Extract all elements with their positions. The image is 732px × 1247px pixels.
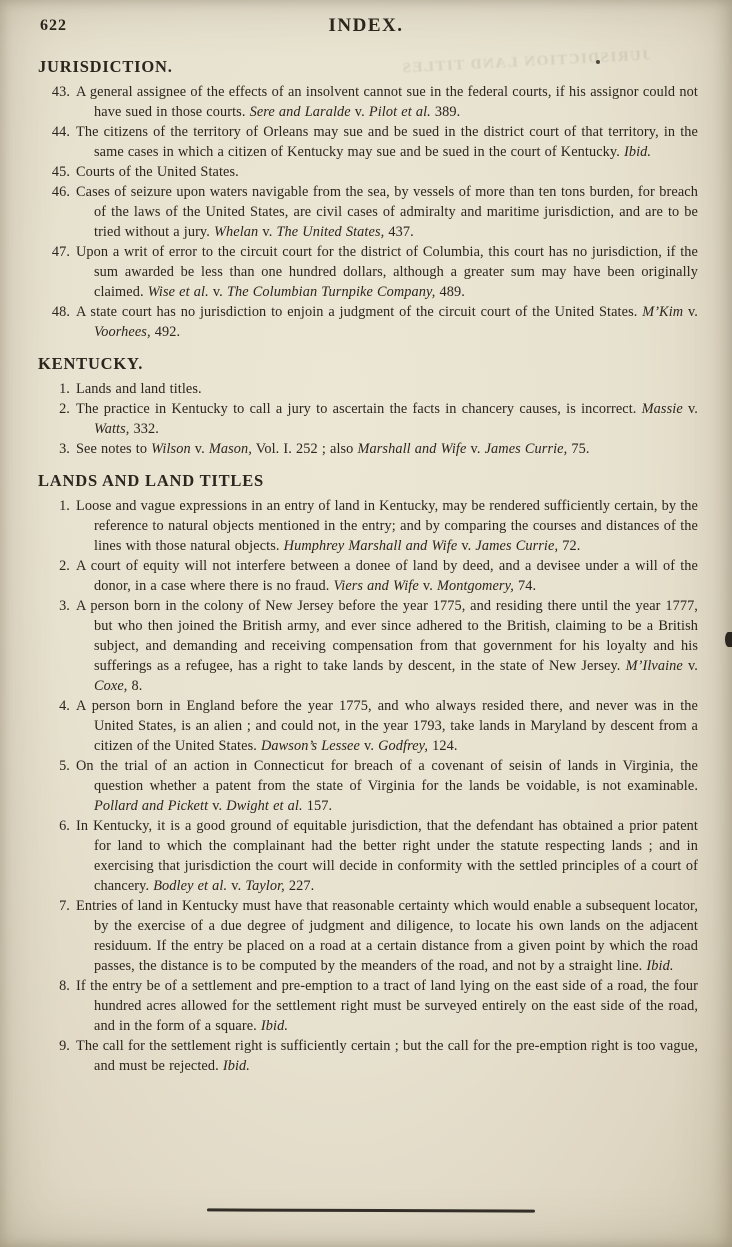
entry-text [76, 978, 698, 1034]
entry-body-text: 332. [129, 421, 159, 437]
entry-text [76, 124, 698, 160]
entry-number: 48. [51, 304, 70, 320]
scan-line-artifact [207, 1208, 535, 1212]
section-heading: KENTUCKY. [38, 354, 144, 373]
entry-number: 8. [59, 978, 70, 994]
entry-number: 2. [59, 558, 70, 574]
entry-body-text: Entries of land in Kentucky must have that reasonable certainty which would enable a subsequent locator, by the exercise of a due degree of judgment and diligence, to locate his own lands on the adjacent residuum. If the entry be placed on a road at a certain distance from a given point by which the road passes, the distance is to be computed by the meanders of the road, and not by a straight line. [76, 898, 698, 974]
entry-body-text: If the entry be of a settlement and pre-emption to a tract of land lying on the east side of a road, the four hundred acres allowed for the settlement right must be surveyed entirely on the east side of the road, and in the form of a square. [76, 978, 698, 1034]
entry-text [76, 244, 698, 300]
bleed-through-text: JURISDICTION LAND TITLES [400, 47, 651, 77]
entry-body-text: 492. [150, 324, 181, 340]
case-citation: Humphrey Marshall and Wife [283, 538, 458, 554]
entry-body-text: The call for the settlement right is sufficiently certain ; but the call for the pre-emption right is too vague, and must be rejected. [76, 1038, 698, 1074]
entry-body-text: v. [208, 284, 227, 300]
entry-text [76, 598, 698, 694]
entry-text [76, 758, 698, 814]
index-entry [46, 596, 698, 696]
index-entry [46, 496, 698, 556]
case-citation: Mason, [208, 441, 252, 457]
entry-body-text: 227. [284, 878, 315, 894]
entry-text [76, 1038, 698, 1074]
entry-text [76, 898, 698, 974]
entry-number: 4. [59, 698, 70, 714]
case-citation: Bodley et al. [153, 878, 228, 894]
entry-body-text: A person born in the colony of New Jersey before the year 1775, and residing there until the year 1777, but who then joined the British army, and ever since adhered to the British, claiming to be a British subject, and demanding and receiving compensation from that government for his loyalty and his sufferings as a refugee, has a right to take lands by descent, in the state of New Jersey. [76, 598, 698, 674]
case-citation: Ibid. [624, 144, 652, 160]
case-citation: Pollard and Pickett [94, 798, 209, 814]
entry-number: 3. [59, 598, 70, 614]
entry-number: 46. [51, 184, 70, 200]
entry-body-text: 72. [558, 538, 581, 554]
section-heading: LANDS AND LAND TITLES [38, 471, 265, 490]
entry-body-text: v. [258, 224, 277, 240]
entry-body-text: 74. [513, 578, 537, 594]
page-title: INDEX. [328, 15, 404, 36]
entry-text [76, 401, 698, 437]
case-citation: M’Kim [642, 304, 684, 320]
index-entry [46, 896, 698, 976]
index-section [38, 57, 698, 342]
index-entry [46, 399, 698, 439]
entry-number: 1. [59, 381, 70, 397]
entry-body-text: The practice in Kentucky to call a jury to ascertain the facts in chancery causes, is incorrect. [76, 401, 642, 417]
case-citation: Massie [641, 401, 683, 417]
entry-number: 44. [51, 124, 70, 140]
case-citation: Viers and Wife [333, 578, 419, 594]
entry-body-text: 437. [384, 224, 414, 240]
index-entry [46, 556, 698, 596]
entry-number: 9. [59, 1038, 70, 1054]
entry-body-text: 75. [567, 441, 590, 457]
section-heading: JURISDICTION. [38, 57, 173, 76]
index-section [38, 354, 698, 459]
case-citation: Wilson [151, 441, 191, 457]
index-section [38, 471, 698, 1076]
entry-body-text: In Kentucky, it is a good ground of equitable jurisdiction, that the defendant has obtained a prior patent for land to which the complainant had the better right under the statute respecting lands ; and in exercising that jurisdiction the court will decide in conformity with the settled principles of a court of chancery. [76, 818, 698, 894]
entry-body-text: v. [208, 798, 227, 814]
entry-number: 47. [51, 244, 70, 260]
index-sections [0, 45, 732, 1076]
entry-body-text: Vol. I. 252 ; also [251, 441, 358, 457]
entry-body-text: v. [359, 738, 379, 754]
index-entry [46, 756, 698, 816]
entry-body-text: v. [418, 578, 437, 594]
entry-number: 7. [59, 898, 70, 914]
page-header [0, 0, 732, 45]
entry-body-text: Upon a writ of error to the circuit court for the district of Columbia, this court has no jurisdiction, if the sum awarded be less than one hundred dollars, although a greater sum may have been originally claimed. [76, 244, 698, 300]
entry-body-text: 389. [430, 104, 461, 120]
entry-body-text: v. [350, 104, 369, 120]
case-citation: M’Ilvaine [625, 658, 683, 674]
index-entry [46, 816, 698, 896]
entry-number: 45. [51, 164, 70, 180]
entry-text [76, 304, 698, 340]
case-citation: James Currie, [484, 441, 568, 457]
case-citation: Ibid. [222, 1058, 250, 1074]
index-entry [46, 302, 698, 342]
case-citation: Ibid. [646, 958, 674, 974]
speck-artifact [596, 60, 600, 64]
case-citation: The Columbian Turnpike Company, [226, 284, 436, 300]
entry-body-text: A court of equity will not interfere between a donee of land by deed, and a devisee under a will of the donor, in a case where there is no fraud. [76, 558, 698, 594]
entry-body-text: 8. [127, 678, 143, 694]
case-citation: Whelan [214, 224, 259, 240]
index-entry [46, 976, 698, 1036]
entry-number: 2. [59, 401, 70, 417]
entry-body-text: v. [227, 878, 246, 894]
entry-text [76, 184, 698, 240]
entry-body-text: Loose and vague expressions in an entry of land in Kentucky, may be rendered sufficiently certain, by the reference to natural objects mentioned in the entry; and by comparing the courses and distances of the lines with those natural objects. [76, 498, 698, 554]
index-entry [46, 122, 698, 162]
case-citation: Coxe, [94, 678, 128, 694]
case-citation: Sere and Laralde [249, 104, 351, 120]
entry-text [76, 84, 698, 120]
entry-body-text: Lands and land titles. [76, 381, 202, 397]
entry-body-text: 489. [435, 284, 465, 300]
index-entry [46, 439, 698, 459]
entry-number: 3. [59, 441, 70, 457]
entry-body-text: See notes to [76, 441, 152, 457]
index-entry [46, 242, 698, 302]
entry-text [76, 164, 239, 180]
case-citation: Voorhees, [94, 324, 151, 340]
index-entry [46, 82, 698, 122]
ink-spot-artifact [725, 632, 732, 647]
case-citation: Wise et al. [147, 284, 209, 300]
entry-number: 5. [59, 758, 70, 774]
entry-body-text: A person born in England before the year 1775, and who always resided there, and never was in the United States, is an alien ; and could not, in the year 1793, take lands in Maryland by descent from a citizen of the United States. [76, 698, 698, 754]
entry-body-text: Cases of seizure upon waters navigable from the sea, by vessels of more than ten tons burden, for breach of the laws of the United States, are civil cases of admiralty and maritime jurisdiction, and are to be tried without a jury. [76, 184, 698, 240]
case-citation: Pilot et al. [368, 104, 431, 120]
entry-body-text: Courts of the United States. [76, 164, 239, 180]
entry-body-text: v. [683, 304, 698, 320]
case-citation: Godfrey, [378, 738, 429, 754]
entry-body-text: On the trial of an action in Connecticut for breach of a covenant of seisin of lands in Virginia, the question whether a patent from the state of Virginia for the lands be voidable, is not examinable. [76, 758, 698, 794]
entry-body-text: 157. [302, 798, 333, 814]
entry-body-text: A general assignee of the effects of an insolvent cannot sue in the federal courts, if his assignor could not have sued in those courts. [76, 84, 698, 120]
case-citation: Watts, [94, 421, 130, 437]
case-citation: Dwight et al. [226, 798, 303, 814]
entry-body-text: v. [682, 658, 698, 674]
index-entry [46, 379, 698, 399]
index-entry [46, 696, 698, 756]
entry-text [76, 441, 590, 457]
index-entry [46, 182, 698, 242]
entry-body-text: v. [190, 441, 209, 457]
entry-text [76, 818, 698, 894]
case-citation: Taylor, [245, 878, 285, 894]
entry-body-text: The citizens of the territory of Orleans may sue and be sued in the district court of that territory, in the same cases in which a citizen of Kentucky may sue and be sued in the court of Kentucky. [76, 124, 698, 160]
entry-text [76, 498, 698, 554]
entry-body-text: v. [466, 441, 485, 457]
case-citation: Dawson’s Lessee [261, 738, 360, 754]
entry-text [76, 558, 698, 594]
entry-number: 1. [59, 498, 70, 514]
entry-text [76, 381, 202, 397]
index-entry [46, 162, 698, 182]
entry-number: 43. [51, 84, 70, 100]
case-citation: The United States, [276, 224, 385, 240]
index-entry [46, 1036, 698, 1076]
case-citation: Marshall and Wife [357, 441, 467, 457]
entry-body-text: 124. [428, 738, 458, 754]
case-citation: James Currie, [475, 538, 559, 554]
entry-text [76, 698, 698, 754]
case-citation: Ibid. [260, 1018, 288, 1034]
entry-body-text: v. [457, 538, 476, 554]
case-citation: Montgomery, [436, 578, 514, 594]
entry-body-text: A state court has no jurisdiction to enjoin a judgment of the circuit court of the United States. [76, 304, 643, 320]
entry-body-text: v. [682, 401, 698, 417]
page-number: 622 [40, 17, 67, 34]
entry-number: 6. [59, 818, 70, 834]
